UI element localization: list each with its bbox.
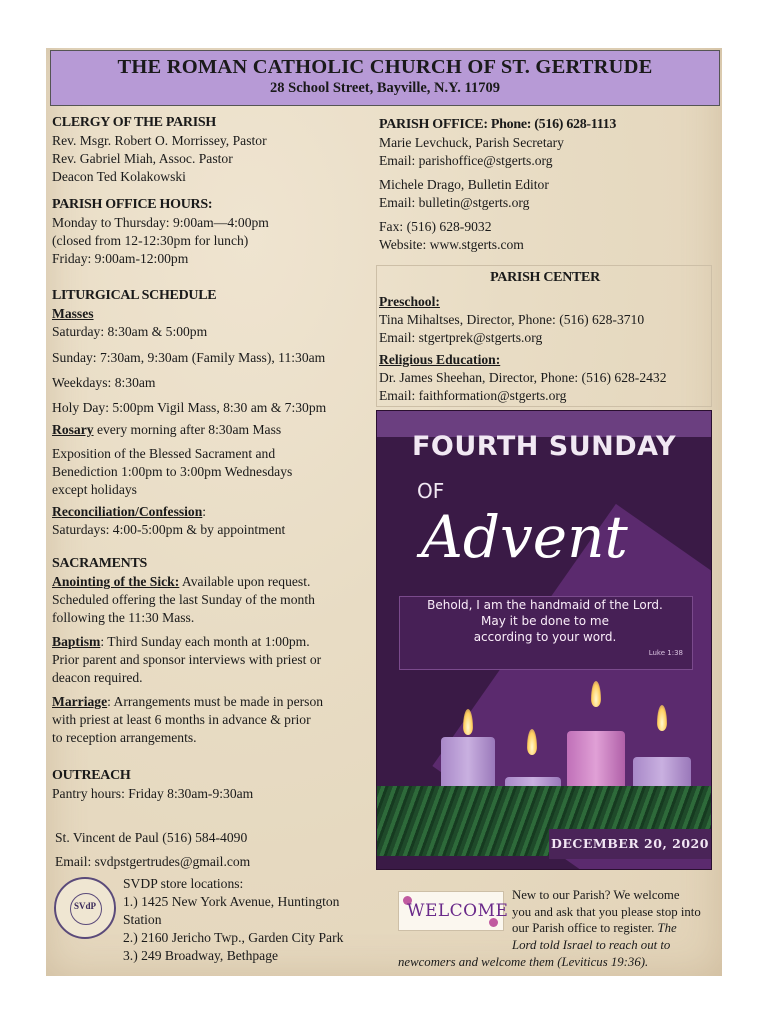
sacraments-heading: SACRAMENTS [52, 556, 148, 571]
exposition-line: Benediction 1:00pm to 3:00pm Wednesdays [52, 464, 293, 479]
poster-verse [399, 597, 691, 645]
parish-office-heading: PARISH OFFICE: Phone: (516) 628-1113 [379, 117, 617, 132]
poster-of: OF [417, 479, 445, 503]
verse-line: according to your word. [473, 630, 617, 644]
reconciliation-line [52, 503, 372, 521]
welcome-italic: The [657, 921, 677, 935]
rosary-line [52, 421, 372, 439]
exposition-line: except holidays [52, 482, 137, 497]
parish-office-section [379, 116, 715, 254]
religious-ed-line: Dr. James Sheehan, Director, Phone: (516) 628-2432 [379, 370, 667, 385]
welcome-italic-final: newcomers and welcome them (Leviticus 19:36). [398, 955, 649, 969]
store-line: Station [123, 912, 162, 927]
secretary-line: Marie Levchuck, Parish Secretary [379, 135, 564, 150]
baptism-text: Prior parent and sponsor interviews with priest or [52, 652, 322, 667]
rosary-text: every morning after 8:30am Mass [93, 422, 282, 437]
store-line: 3.) 249 Broadway, Bethpage [123, 948, 279, 963]
poster-date: DECEMBER 20, 2020 [549, 829, 711, 859]
office-hours-line: Monday to Thursday: 9:00am—4:00pm [52, 215, 269, 230]
editor-line: Michele Drago, Bulletin Editor [379, 177, 549, 192]
liturgical-section [52, 287, 372, 539]
preschool-email: Email: stgertprek@stgerts.org [379, 330, 543, 345]
sacraments-section [52, 555, 372, 747]
anointing-label: Anointing of the Sick: [52, 574, 180, 589]
outreach-section [52, 767, 372, 803]
fax-line: Fax: (516) 628-9032 [379, 219, 492, 234]
clergy-section [52, 114, 372, 186]
welcome-line [512, 920, 722, 937]
header-banner [50, 50, 720, 106]
advent-poster [376, 410, 712, 870]
office-hours-line: (closed from 12-12:30pm for lunch) [52, 233, 249, 248]
sunday-masses: Sunday: 7:30am, 9:30am (Family Mass), 11:30am [52, 350, 326, 365]
clergy-line: Deacon Ted Kolakowski [52, 169, 186, 184]
office-hours-heading: PARISH OFFICE HOURS: [52, 197, 213, 212]
anointing-text: Available upon request. [179, 574, 311, 589]
baptism-line [52, 633, 372, 651]
liturgical-heading: LITURGICAL SCHEDULE [52, 288, 217, 303]
religious-ed-label: Religious Education: [379, 352, 501, 367]
preschool-label: Preschool: [379, 294, 440, 309]
welcome-text: WELCOME [407, 901, 509, 921]
church-title: THE ROMAN CATHOLIC CHURCH OF ST. GERTRUDE [117, 56, 653, 78]
store-line: 2.) 2160 Jericho Twp., Garden City Park [123, 930, 344, 945]
marriage-text: to reception arrangements. [52, 730, 197, 745]
reconciliation-text: Saturdays: 4:00-5:00pm & by appointment [52, 522, 286, 537]
clergy-line: Rev. Msgr. Robert O. Morrissey, Pastor [52, 133, 267, 148]
verse-reference: Luke 1:38 [648, 649, 683, 657]
website-line: Website: www.stgerts.com [379, 237, 524, 252]
baptism-text: : Third Sunday each month at 1:00pm. [100, 634, 310, 649]
rosary-label: Rosary [52, 422, 94, 437]
svdp-stores [123, 875, 373, 965]
anointing-text: Scheduled offering the last Sunday of the month [52, 592, 315, 607]
svdp-email: Email: svdpstgertrudes@gmail.com [55, 854, 251, 869]
pantry-hours: Pantry hours: Friday 8:30am-9:30am [52, 786, 254, 801]
svdp-logo [54, 877, 116, 939]
marriage-line [52, 693, 372, 711]
verse-line: Behold, I am the handmaid of the Lord. [427, 598, 663, 612]
marriage-text: with priest at least 6 months in advance & prior [52, 712, 311, 727]
marriage-label: Marriage [52, 694, 108, 709]
welcome-line: New to our Parish? We welcome [512, 888, 680, 902]
welcome-message [512, 887, 722, 953]
welcome-badge [398, 891, 509, 931]
masses-label: Masses [52, 306, 94, 321]
office-hours-line: Friday: 9:00am-12:00pm [52, 251, 189, 266]
welcome-italic-line: Lord told Israel to reach out to [512, 937, 671, 952]
anointing-line [52, 573, 372, 591]
store-line: 1.) 1425 New York Avenue, Huntington [123, 894, 340, 909]
saturday-masses: Saturday: 8:30am & 5:00pm [52, 324, 208, 339]
weekday-masses: Weekdays: 8:30am [52, 375, 156, 390]
preschool-line: Tina Mihaltses, Director, Phone: (516) 628-3710 [379, 312, 645, 327]
svdp-logo-text: SVdP [73, 901, 96, 911]
welcome-line: you and ask that you please stop into [512, 904, 701, 919]
marriage-text: : Arrangements must be made in person [107, 694, 324, 709]
reconciliation-label: Reconciliation/Confession [52, 504, 203, 519]
parish-center-heading: PARISH CENTER [490, 270, 600, 285]
svdp-phone: St. Vincent de Paul (516) 584-4090 [55, 830, 248, 845]
holy-day-masses: Holy Day: 5:00pm Vigil Mass, 8:30 am & 7:30pm [52, 400, 327, 415]
reconciliation-colon: : [202, 504, 207, 519]
parish-center-section [379, 269, 711, 405]
office-email: Email: parishoffice@stgerts.org [379, 153, 553, 168]
exposition-line: Exposition of the Blessed Sacrament and [52, 446, 276, 461]
stores-heading: SVDP store locations: [123, 876, 244, 891]
editor-email: Email: bulletin@stgerts.org [379, 195, 530, 210]
welcome-line-text: our Parish office to register. [512, 921, 658, 935]
outreach-heading: OUTREACH [52, 768, 131, 783]
svdp-section [55, 829, 375, 871]
anointing-text: following the 11:30 Mass. [52, 610, 195, 625]
baptism-label: Baptism [52, 634, 101, 649]
baptism-text: deacon required. [52, 670, 143, 685]
poster-fourth-sunday: FOURTH SUNDAY [411, 431, 677, 462]
verse-line: May it be done to me [481, 614, 609, 628]
clergy-heading: CLERGY OF THE PARISH [52, 115, 216, 130]
clergy-line: Rev. Gabriel Miah, Assoc. Pastor [52, 151, 233, 166]
religious-ed-email: Email: faithformation@stgerts.org [379, 388, 567, 403]
office-hours-section [52, 196, 372, 268]
poster-advent: Advent [421, 503, 628, 571]
church-address: 28 School Street, Bayville, N.Y. 11709 [270, 80, 500, 96]
